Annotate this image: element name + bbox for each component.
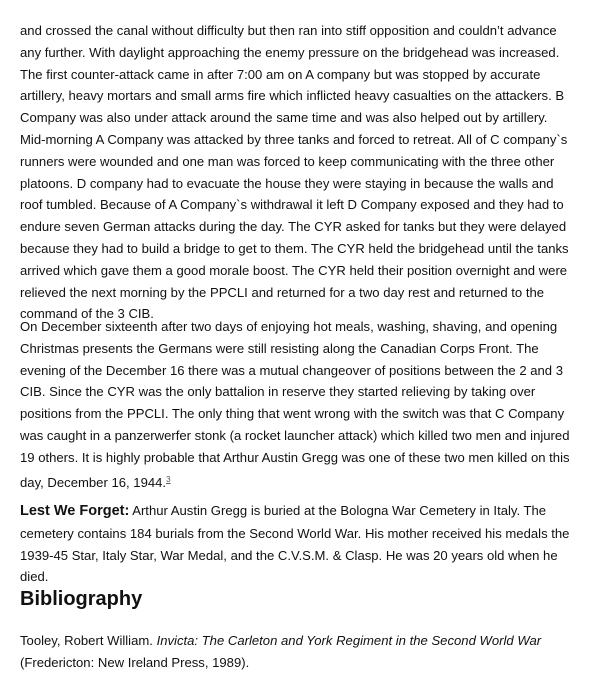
- text-line: artillery, heavy mortars and small arms fire which inflicted heavy casualties on the attackers. B: [20, 88, 565, 104]
- text-line: Mid-morning A Company was attacked by three tanks and forced to retreat. All of C company`s: [20, 131, 568, 147]
- lest-we-forget-label: Lest We Forget:: [20, 503, 130, 519]
- text-line: any further. With daylight approaching the enemy pressure on the bridgehead was increased.: [20, 44, 560, 60]
- text-line: runners were wounded and one man was forced to keep communicating with the three other: [20, 153, 555, 169]
- footnote-reference[interactable]: 3: [166, 474, 171, 484]
- lest-we-forget-paragraph: [20, 500, 595, 588]
- body-paragraph-1: [20, 20, 595, 325]
- text-line: command of the 3 CIB.: [20, 306, 154, 322]
- text-line: Company was also under attack around the same time and was also helped out by artillery.: [20, 110, 548, 126]
- text-line: because they had to build a bridge to get to them. The CYR held the bridgehead until the tanks: [20, 240, 569, 256]
- bibliography-entry: [20, 630, 595, 674]
- bibliography-heading: Bibliography: [20, 588, 143, 610]
- text-line: The first counter-attack came in after 7:00 am on A company but was stopped by accurate: [20, 66, 541, 82]
- bibliography-author: Tooley, Robert William.: [20, 633, 157, 648]
- text-line: 1939-45 Star, Italy Star, War Medal, and the C.V.S.M. & Clasp. He was 20 years old when he: [20, 547, 558, 563]
- text-line: arrived which gave them a good morale boost. The CYR held their position overnight and were: [20, 262, 568, 278]
- text-line: [20, 500, 595, 523]
- bibliography-title: Invicta: The Carleton and York Regiment in the Second World War: [156, 633, 542, 648]
- body-paragraph-2: [20, 316, 595, 493]
- bibliography-publication: (Fredericton: New Ireland Press, 1989).: [20, 654, 250, 670]
- text-line: was caught in a panzerwerfer stonk (a rocket launcher attack) which killed two men and injured: [20, 427, 570, 443]
- text-line: cemetery contains 184 burials from the Second World War. His mother received his medals the: [20, 525, 570, 541]
- text-line: positions from the PPCLI. The only thing that went wrong with the switch was that C Company: [20, 406, 565, 422]
- text-line: relieved the next morning by the PPCLI and returned for a two day rest and returned to the: [20, 284, 545, 300]
- text-line: On December sixteenth after two days of enjoying hot meals, washing, shaving, and opening: [20, 319, 558, 334]
- text-line: endure seven German attacks during the day. The CYR asked for tanks but they were delayed: [20, 219, 567, 235]
- text-line: and crossed the canal without difficulty but then ran into stiff opposition and couldn’t advance: [20, 23, 557, 38]
- text-line: [20, 469, 595, 494]
- text-line-content: day, December 16, 1944.: [20, 474, 167, 490]
- text-line: evening of the December 16 there was a mutual changeover of positions between the 2 and 3: [20, 362, 564, 378]
- text-line: CIB. Since the CYR was the only battalion in reserve they started relieving by taking over: [20, 384, 536, 400]
- text-line: [20, 630, 595, 652]
- text-line-content: Arthur Austin Gregg is buried at the Bologna War Cemetery in Italy. The: [129, 503, 547, 518]
- text-line: roof tumbled. Because of A Company`s withdrawal it left D Company exposed and they had to: [20, 197, 564, 213]
- text-line: died.: [20, 569, 49, 585]
- text-line: Christmas presents the Germans were still resisting along the Canadian Corps Front. The: [20, 340, 539, 356]
- text-line: platoons. D company had to evacuate the house they were staying in because the walls and: [20, 175, 554, 191]
- text-line: 19 others. It is highly probable that Arthur Austin Gregg was one of these two men killed on this: [20, 449, 570, 465]
